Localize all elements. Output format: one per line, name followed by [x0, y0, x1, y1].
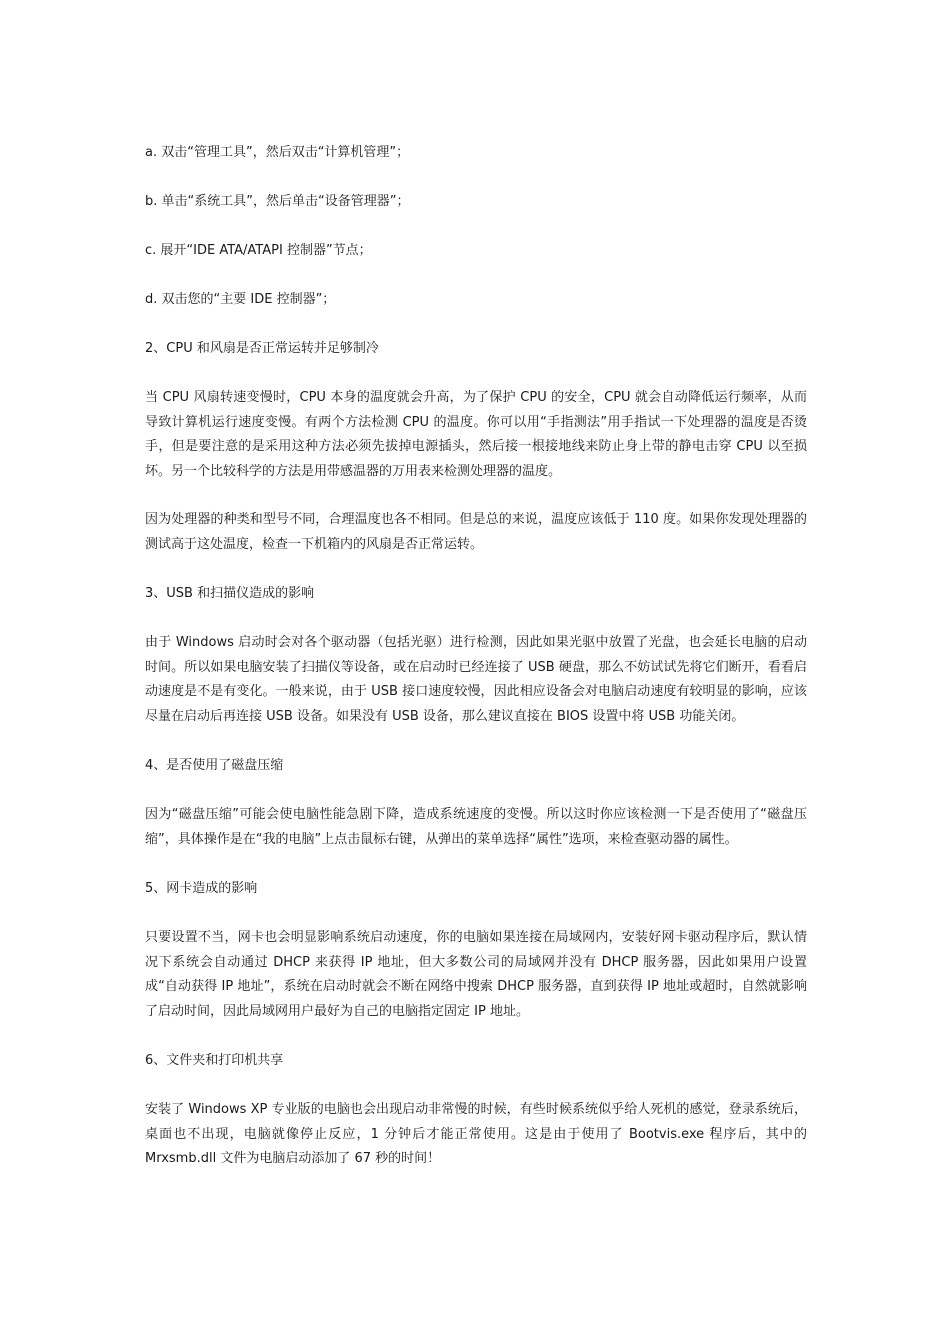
step-b: b. 单击“系统工具”，然后单击“设备管理器”； — [145, 194, 410, 209]
section-heading-usb: 3、USB 和扫描仪造成的影响 — [145, 586, 315, 601]
step-a: a. 双击“管理工具”，然后双击“计算机管理”； — [145, 145, 410, 160]
section-heading-compression: 4、是否使用了磁盘压缩 — [145, 758, 284, 773]
paragraph-usb: 由于 Windows 启动时会对各个驱动器（包括光驱）进行检测，因此如果光驱中放置了光盘，也会延长电脑的启动时间。所以如果电脑安装了扫描仪等设备，或在启动时已经连接了 USB 硬盘，那么不妨试试先将它们断开，看看启动速度是不是有变化。一般来说，由于 USB 接口速度较慢，因此相应设备会对电脑启动速度有较明显的影响，应该尽量在启动后再连接 USB 设备。如果没有 USB 设备，那么建议直接在 BIOS 设置中将 USB 功能关闭。 — [145, 635, 807, 724]
section-heading-cpu: 2、CPU 和风扇是否正常运转并足够制冷 — [145, 341, 379, 356]
step-c: c. 展开“IDE ATA/ATAPI 控制器”节点； — [145, 243, 372, 258]
paragraph-sharing: 安装了 Windows XP 专业版的电脑也会出现启动非常慢的时候，有些时候系统似乎给人死机的感觉，登录系统后，桌面也不出现，电脑就像停止反应，1 分钟后才能正常使用。这是由于使用了 Bootvis.exe 程序后，其中的 Mrxsmb.dll 文件为电脑启动添加了 67 秒的时间！ — [145, 1102, 807, 1166]
paragraph-compression: 因为“磁盘压缩”可能会使电脑性能急剧下降，造成系统速度的变慢。所以这时你应该检测一下是否使用了“磁盘压缩”，具体操作是在“我的电脑”上点击鼠标右键，从弹出的菜单选择“属性”选项，来检查驱动器的属性。 — [145, 807, 807, 847]
paragraph-cpu-temperature: 因为处理器的种类和型号不同，合理温度也各不相同。但是总的来说，温度应该低于 110 度。如果你发现处理器的测试高于这处温度，检查一下机箱内的风扇是否正常运转。 — [145, 512, 807, 552]
section-heading-network-card: 5、网卡造成的影响 — [145, 881, 258, 896]
step-d: d. 双击您的“主要 IDE 控制器”； — [145, 292, 336, 307]
section-heading-sharing: 6、文件夹和打印机共享 — [145, 1053, 284, 1068]
paragraph-network-card: 只要设置不当，网卡也会明显影响系统启动速度，你的电脑如果连接在局域网内，安装好网卡驱动程序后，默认情况下系统会自动通过 DHCP 来获得 IP 地址，但大多数公司的局域网并没有 DHCP 服务器，因此如果用户设置成“自动获得 IP 地址”，系统在启动时就会不断在网络中搜索 DHCP 服务器，直到获得 IP 地址或超时，自然就影响了启动时间，因此局域网用户最好为自己的电脑指定固定 IP 地址。 — [145, 930, 807, 1019]
paragraph-cpu-fan: 当 CPU 风扇转速变慢时，CPU 本身的温度就会升高，为了保护 CPU 的安全，CPU 就会自动降低运行频率，从而导致计算机运行速度变慢。有两个方法检测 CPU 的温度。你可以用“手指测法”用手指试一下处理器的温度是否烫手，但是要注意的是采用这种方法必须先拔掉电源插头，然后接一根接地线来防止身上带的静电击穿 CPU 以至损坏。另一个比较科学的方法是用带感温器的万用表来检测处理器的温度。 — [145, 390, 807, 479]
document-body — [145, 140, 807, 1172]
